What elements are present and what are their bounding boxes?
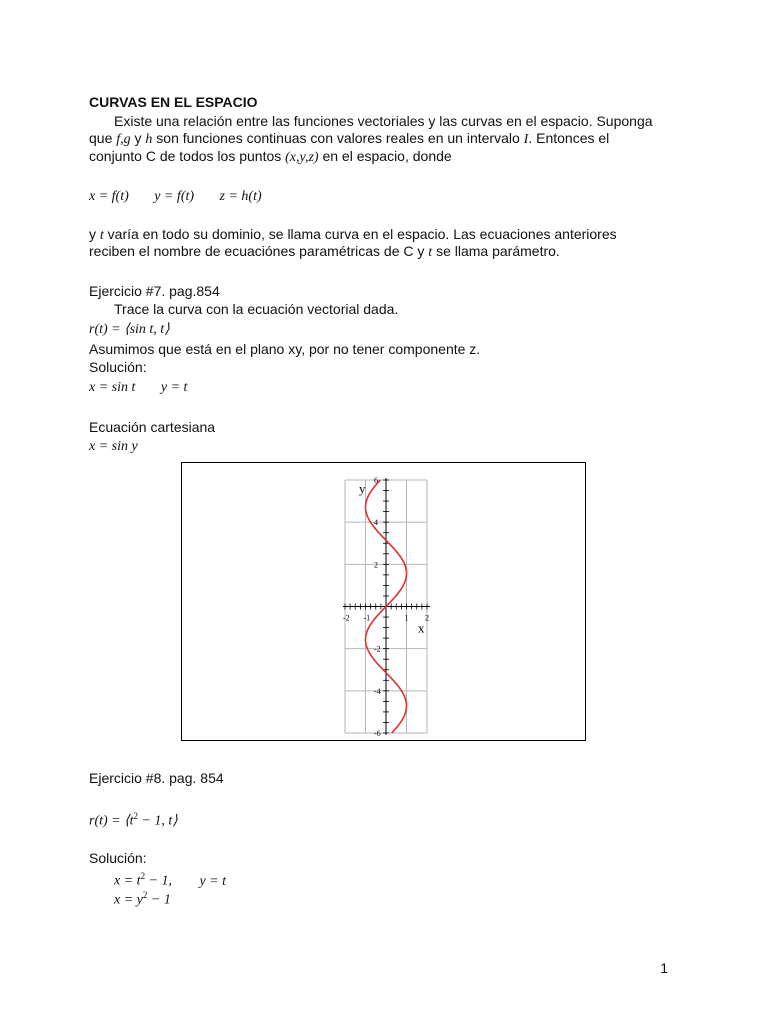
y-axis-label: y: [359, 481, 366, 496]
equation-z: z = h(t): [219, 189, 262, 204]
vector-equation: r(t) = ⟨sin t, t⟩: [89, 322, 170, 337]
paragraph-line: y t varía en todo su dominio, se llama curva en el espacio. Las ecuaciones anteriores: [89, 226, 617, 243]
page-number: 1: [660, 960, 668, 976]
equation-y: y = f(t): [154, 189, 195, 204]
solution-label: Solución:: [89, 850, 147, 866]
solution-label: Solución:: [89, 359, 147, 375]
y-tick-label: -2: [374, 644, 381, 654]
math-point: (x,y,z): [285, 150, 319, 165]
paragraph-line: reciben el nombre de ecuaciónes paramétricas de C y t se llama parámetro.: [89, 243, 560, 260]
solution-equations: $x = t^2 - 1$, y = t: [114, 871, 227, 889]
y-tick-label: 2: [374, 560, 378, 570]
equation-x: x = f(t): [89, 189, 129, 204]
exercise-heading: Ejercicio #8. pag. 854: [89, 770, 224, 786]
x-tick-label: -2: [343, 613, 350, 623]
exercise-heading: Ejercicio #7. pag.854: [89, 283, 220, 299]
paragraph-line: Existe una relación entre las funciones vectoriales y las curvas en el espacio. Suponga: [114, 113, 653, 129]
graph-figure: [181, 462, 586, 741]
exercise-note: Asumimos que está en el plano xy, por no tener componente z.: [89, 341, 481, 357]
y-tick-label: 6: [374, 476, 378, 485]
x-tick-label: -1: [363, 613, 371, 623]
solution-equation: $x = y^2 - 1$: [114, 890, 171, 908]
math-I: I: [523, 132, 529, 147]
math-f: f: [116, 132, 121, 147]
x-tick-label: 2: [425, 613, 429, 623]
paragraph-line: que f,g y h son funciones continuas con valores reales en un intervalo I. Entonces el: [89, 130, 610, 147]
vector-equation: $r(t) = ⟨t^2 - 1$, t⟩: [89, 811, 178, 829]
y-tick-label: 4: [374, 518, 378, 528]
section-title: CURVAS EN EL ESPACIO: [89, 94, 258, 110]
solution-equations: x = sin t y = t: [89, 380, 188, 395]
math-h: h: [145, 132, 153, 147]
x-tick-label: 1: [404, 613, 409, 623]
x-axis-label: x: [418, 620, 425, 636]
cartesian-label: Ecuación cartesiana: [89, 419, 216, 435]
paragraph-line: conjunto C de todos los puntos (x,y,z) en el espacio, donde: [89, 148, 452, 165]
equation-row: [89, 188, 262, 205]
math-g: g: [123, 132, 131, 147]
y-tick-label: -4: [374, 686, 381, 696]
cartesian-equation: x = sin y: [89, 439, 138, 454]
y-tick-label: -6: [374, 729, 381, 738]
exercise-instruction: Trace la curva con la ecuación vectorial dada.: [114, 301, 399, 317]
graph-svg: [182, 463, 585, 740]
